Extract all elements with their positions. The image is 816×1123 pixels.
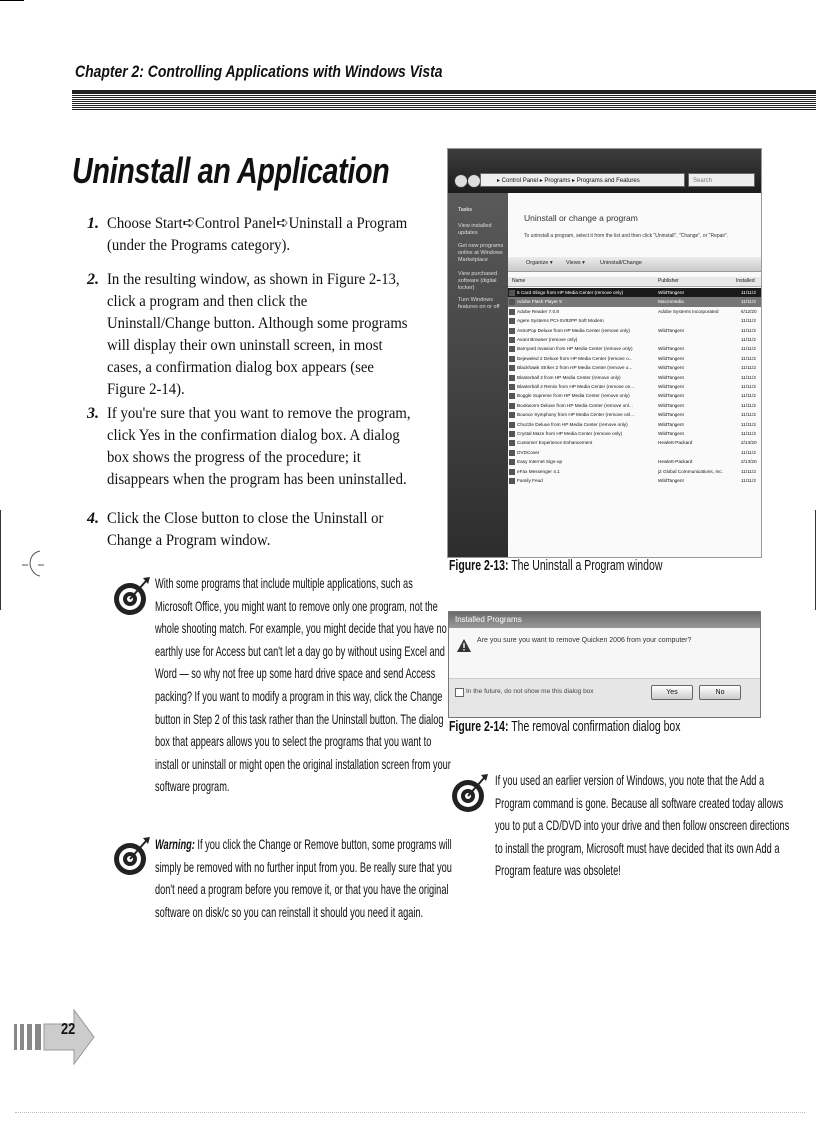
bottom-rule [15,1112,805,1114]
uninstall-change-button[interactable]: Uninstall/Change [600,260,642,266]
sidebar-link[interactable]: View installed updates [458,223,492,236]
program-name: AstroPop Deluxe from HP Media Center (remove only) [517,327,630,333]
program-installed-date: 11/11/2 [741,431,756,436]
pane-subtext: To uninstall a program, select it from the list and then click "Uninstall", "Change", or "Repair". [524,233,729,239]
program-publisher: WildTangent [658,412,684,418]
warning-body: If you click the Change or Remove button, some programs will simply be removed with no further input from you. Be really sure that you don't need a program before you remove it, or that you have the original software on disk/c so you can reinstall it should you need it again. [155,836,452,920]
program-installed-date: 11/11/2 [741,384,756,389]
tip-text: With some programs that include multiple applications, such as Microsoft Office, you might want to remove only one program, not the whole shooting match. For example, you might decide that you have no earthly use for Access but can't let a day go by without using Excel and Word — so why not free up some hard drive space and send Access packing? If you want to modify a program in this way, click the Change button in Step 2 of this task rather than the Uninstall button. The dialog box that appears allows you to select the programs that you want to install or uninstall or might open the original installation screen from your software program. [155,575,451,795]
warning-label: Warning: [155,836,195,852]
dialog-title: Installed Programs [449,612,760,628]
program-row[interactable] [508,448,761,457]
program-installed-date: 6/12/20 [741,308,757,314]
program-icon [509,328,515,334]
program-name: Boggle Supreme from HP Media Center (remove only) [517,393,630,399]
program-icon [509,412,515,418]
program-row[interactable] [508,316,761,325]
program-name: eFax Messenger 4.1 [517,468,560,474]
views-button[interactable]: Views ▾ [566,260,585,266]
program-icon [509,469,515,475]
step-number: 1. [87,215,99,232]
organize-button[interactable]: Organize ▾ [526,260,553,266]
back-icon[interactable] [454,174,468,188]
program-installed-date: 11/11/2 [741,374,756,380]
program-icon [509,356,515,362]
crop-mark-icon [22,548,46,584]
program-installed-date: 11/11/2 [741,355,756,361]
step-number: 3. [87,405,99,422]
program-publisher: WildTangent [658,431,684,436]
program-installed-date: 11/11/2 [741,299,756,305]
program-row[interactable] [508,326,761,335]
program-icon [509,384,515,390]
program-row[interactable] [508,335,761,344]
section-title: Uninstall an Application [72,150,390,191]
program-name: Adobe Reader 7.0.8 [517,308,559,314]
program-icon [509,299,515,305]
figure-2-13-caption [449,557,662,574]
program-icon [509,346,515,352]
program-icon [509,459,515,465]
search-input[interactable]: Search [688,173,755,187]
dont-show-checkbox[interactable] [455,688,464,697]
program-publisher: WildTangent [658,374,684,380]
program-installed-date: 11/11/2 [741,365,756,371]
program-installed-date: 11/11/2 [741,421,756,427]
program-icon [509,337,515,343]
program-name: Chuzzle Deluxe from HP Media Center (remove only) [517,421,628,427]
program-publisher: Hewlett-Packard [658,440,693,446]
program-installed-date: 11/11/2 [741,478,756,483]
corner-mark [0,0,24,1]
column-name[interactable]: Name [512,278,526,284]
program-installed-date: 2/13/20 [741,440,757,446]
page-arrow-icon [0,1004,95,1068]
step-number: 2. [87,271,99,288]
dialog-message: Are you sure you want to remove Quicken 2006 from your computer? [477,637,692,644]
program-installed-date: 2/13/20 [741,459,757,465]
program-name: Adobe Flash Player 9 [517,299,562,305]
pane-heading: Uninstall or change a program [524,213,638,223]
header-rule [72,90,816,110]
program-row[interactable] [508,288,761,297]
program-row[interactable] [508,373,761,382]
program-row[interactable] [508,420,761,429]
program-publisher: WildTangent [658,393,684,399]
dont-show-label: In the future, do not show me this dialog box [466,688,594,695]
program-installed-date: 11/11/2 [741,402,756,408]
figure-2-14-caption [449,718,681,735]
program-installed-date: 11/11/2 [741,327,756,333]
program-publisher: WildTangent [658,355,684,361]
forward-icon[interactable] [467,174,481,188]
program-row[interactable] [508,344,761,353]
step-text: Click the Close button to close the Uninstall or Change a Program window. [107,510,384,549]
program-row[interactable] [508,410,761,419]
program-publisher: WildTangent [658,290,684,295]
program-row[interactable] [508,307,761,316]
program-row[interactable] [508,401,761,410]
sidebar-link[interactable]: Turn Windows features on or off [458,297,500,310]
caption-text: The Uninstall a Program window [508,557,663,574]
confirmation-dialog-screenshot [448,611,761,718]
program-row[interactable] [508,391,761,400]
program-name: Easy Internet Sign-up [517,459,563,465]
program-name: Bounce Symphony from HP Media Center (remove onl... [517,412,635,418]
program-publisher: WildTangent [658,365,684,371]
program-icon [509,375,515,381]
program-name: Family Feud [517,478,543,483]
program-name: Blackhawk Striker 2 from HP Media Center (remove o... [517,365,633,371]
toolbar [508,257,761,272]
program-name: 5 Card Slingo from HP Media Center (remove only) [517,290,624,295]
warning-triangle-icon [457,639,471,652]
step-text: Choose Start➪Control Panel➪Uninstall a Program (under the Programs category). [107,215,408,254]
tip-target-icon [110,575,152,617]
yes-button[interactable]: Yes [651,685,693,700]
program-installed-date: 11/11/2 [741,468,756,474]
program-publisher: WildTangent [658,327,684,333]
program-icon [509,309,515,315]
program-name: DVDCover [517,449,540,455]
program-row[interactable] [508,297,761,306]
program-publisher: Hewlett-Packard [658,459,693,465]
program-name: Customer Experience Enhancement [517,440,593,446]
step-text: In the resulting window, as shown in Figure 2-13, click a program and then click the Uninstall/Change button. Although some programs will display their own uninstall screen, in most cases, a confirmation dialog box appears (see Figure 2-14). [107,271,408,398]
program-publisher: Macromedia [658,299,684,305]
program-name: Bookworm Deluxe from HP Media Center (remove onl... [517,402,633,408]
program-icon [509,450,515,456]
sidebar-link[interactable]: View purchased software (digital locker) [458,271,498,291]
program-name: Crystal Maze from HP Media Center (remove only) [517,431,623,436]
column-installed[interactable]: Installed [736,278,755,284]
program-icon [509,403,515,409]
program-row[interactable] [508,354,761,363]
caption-label: Figure 2-13: [449,557,509,574]
program-publisher: WildTangent [658,402,684,408]
program-publisher: WildTangent [658,478,684,483]
program-row[interactable] [508,476,761,485]
program-publisher: WildTangent [658,421,684,427]
program-publisher: WildTangent [658,384,684,389]
program-list-pane [508,193,761,557]
program-icon [509,478,515,484]
chapter-title: Chapter 2: Controlling Applications with Windows Vista [75,62,443,81]
program-publisher: WildTangent [658,346,684,352]
program-installed-date: 11/11/2 [741,412,756,418]
column-header [508,277,761,287]
program-icon [509,440,515,446]
program-icon [509,290,515,296]
warning-target-icon [110,835,152,877]
program-name: Barnyard Invasion from HP Media Center (remove only) [517,346,633,352]
step-number: 4. [87,510,99,527]
task-sidebar [448,193,508,557]
program-row[interactable] [508,457,761,466]
tip-text: If you used an earlier version of Windows, you note that the Add a Program command is gone. Because all software created today allows you to put a CD/DVD into your drive and then follow onscreen directions to install the program, Microsoft must have decided that its own Add a Program feature was obsolete! [495,772,790,879]
program-installed-date: 11/11/2 [741,290,756,295]
program-name: Bejeweled 2 Deluxe from HP Media Center (remove o... [517,355,633,361]
program-row[interactable] [508,382,761,391]
program-name: Avant Browser (remove only) [517,337,578,342]
program-row[interactable] [508,438,761,447]
uninstall-window-screenshot [447,148,762,558]
program-installed-date: 11/11/2 [741,346,756,352]
step-text: If you're sure that you want to remove the program, click Yes in the confirmation dialog box. A dialog box shows the progress of the procedure; it disappears when the program has been uninstalled. [107,405,411,488]
column-publisher[interactable]: Publisher [658,278,679,284]
sidebar-link[interactable]: Get new programs online at Windows Marketplace [458,243,504,263]
caption-label: Figure 2-14: [449,718,509,735]
margin-line [0,510,1,610]
program-icon [509,422,515,428]
tip-target-icon [448,772,490,814]
program-installed-date: 11/11/2 [741,318,756,324]
address-bar[interactable]: ▸ Control Panel ▸ Programs ▸ Programs and Features [480,173,685,187]
program-installed-date: 11/11/2 [741,337,756,342]
warning-text [155,833,452,923]
program-icon [509,431,515,437]
caption-text: The removal confirmation dialog box [508,718,681,735]
program-name: Blasterball 2 from HP Media Center (remove only) [517,374,621,380]
program-row[interactable] [508,363,761,372]
no-button[interactable]: No [699,685,741,700]
program-row[interactable] [508,429,761,438]
program-icon [509,318,515,324]
program-row[interactable] [508,467,761,476]
program-publisher: j2 Global Communications, Inc. [658,468,723,474]
program-installed-date: 11/11/2 [741,449,756,455]
sidebar-heading: Tasks [458,207,473,213]
program-icon [509,365,515,371]
program-name: Agere Systems PCI-SV92PP Soft Modem [517,318,604,324]
program-icon [509,393,515,399]
program-name: Blasterball 2 Remix from HP Media Center (remove on... [517,384,635,389]
page-number: 22 [61,1021,76,1038]
program-installed-date: 11/11/2 [741,393,756,399]
program-publisher: Adobe Systems Incorporated [658,308,719,314]
